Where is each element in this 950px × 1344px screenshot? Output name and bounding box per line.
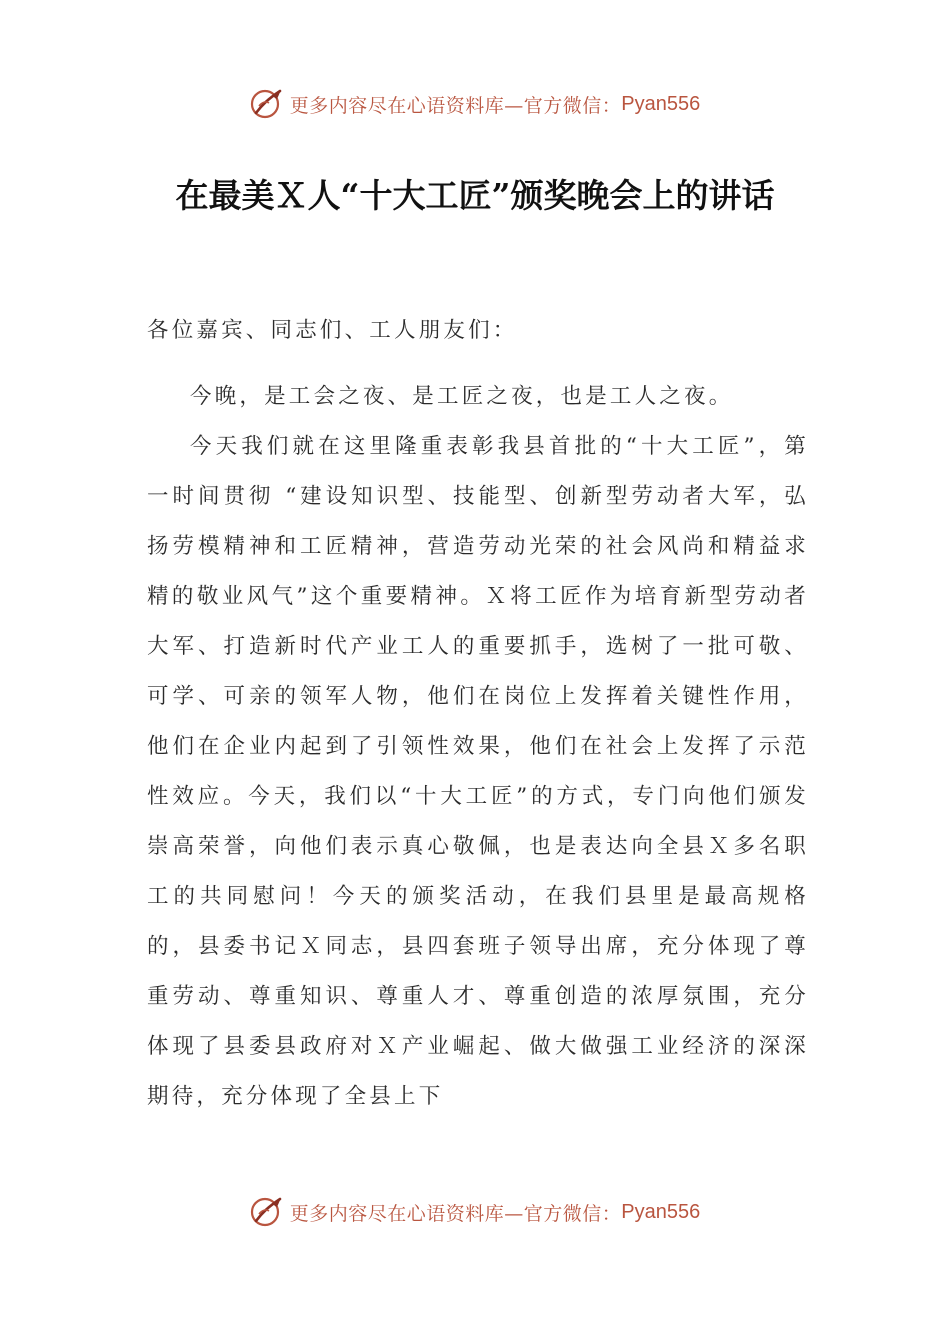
watermark-text: 更多内容尽在心语资料库—官方微信： [289,94,622,117]
watermark-handle: Pyan556 [621,1200,701,1223]
pen-logo-icon [250,1195,284,1229]
watermark-text: 更多内容尽在心语资料库—官方微信： [289,1202,622,1225]
pen-logo-icon [250,87,284,121]
salutation: 各位嘉宾、同志们、工人朋友们： [147,318,518,343]
header-watermark [0,84,950,124]
paragraph: 今天我们就在这里隆重表彰我县首批的“十大工匠”，第一时间贯彻 “建设知识型、技能型、创新型劳动者大军，弘扬劳模精神和工匠精神，营造劳动光荣的社会风尚和精益求精的敬业风气”这个重要精神。Ｘ将工匠作为培育新型劳动者大军、打造新时代产业工人的重要抓手，选树了一批可敬、可学、可亲的领军人物，他们在岗位上发挥着关键性作用，他们在企业内起到了引领性效果，他们在社会上发挥了示范性效应。今天，我们以“十大工匠”的方式，专门向他们颁发崇高荣誉，向他们表示真心敬佩，也是表达向全县Ｘ多名职工的共同慰问！今天的颁奖活动，在我们县里是最高规格的，县委书记Ｘ同志，县四套班子领导出席，充分体现了尊重劳动、尊重知识、尊重人才、尊重创造的浓厚氛围，充分体现了县委县政府对Ｘ产业崛起、做大做强工业经济的深深期待，充分体现了全县上下 [147,434,809,1109]
paragraph: 今晚，是工会之夜、是工匠之夜，也是工人之夜。 [190,384,734,409]
document-body [147,306,809,1122]
watermark-handle: Pyan556 [621,92,701,115]
footer-watermark [0,1192,950,1232]
document-title: 在最美Ｘ人“十大工匠”颁奖晚会上的讲话 [175,176,775,215]
